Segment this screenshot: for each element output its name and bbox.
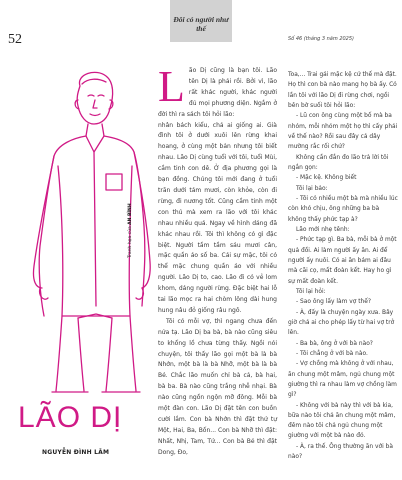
illustrator-name: AN BÌNH [128, 203, 133, 225]
paragraph: Lão mới nhẹ tênh: [296, 226, 350, 233]
paragraph: - À, đấy là chuyện ngày xưa. Bây giờ chả ai cho phép lấy từ hai vợ trở lên. [288, 309, 395, 337]
paragraph: - Phức tạp gì. Ba bà, mỗi bà ở một quả đồi. Ai làm người ấy ăn. Ai để người ấy nuôi. Có ai ăn bám ai đâu mà cãi cọ, mất đoàn kết. Hay ho gì sự mất đoàn kết. [288, 237, 397, 285]
paragraph: Không cần đắn đo lão trả lời tôi ngắn gọn: [288, 154, 389, 171]
paragraph: Tôi lại hỏi: [296, 288, 326, 295]
paragraph: - Tôi có nhiều một bà mà nhiều lúc còn khó chịu, ông những ba bà không thấy phức tạp à? [288, 195, 398, 223]
paragraph: - Sao ông lấy làm vợ thế? [296, 299, 371, 306]
article-column-right [288, 70, 398, 462]
page-number: 52 [8, 32, 22, 47]
paragraph: Toa,... Trai gái mặc kệ cứ thế mà đặt. Họ thì con bà nào mang họ bà ấy. Có lần tôi với lão Dị đi rừng chơi, ngồi bên bờ suối tôi hỏi lão: [288, 72, 397, 109]
illustration-credit-prefix: Tranh họa của [128, 224, 133, 258]
paragraph: nhân bách kiểu, chả ai giống ai. Già đình tôi ở dưới xuôi lên rừng khai hoang, ở cùng một bản nhưng tôi biết nhau. Lão Dị cùng tuổi với tôi, tuổi Mùi, cầm tinh con dê. Ở địa phương gọi là bạn đồng. Chúng tôi mới đang ở tuổi trăn dưới tám mươi, còn khỏe, còn đi rừng, đi nương tốt. Cũng cầm tinh một con thú mà xem ra lão với tôi khác nhau nhiều quá. Ngay về hình dáng đã khác nhau rồi. Tôi thì không có gì đặc biệt. Người tầm tầm sáu mươi cân, mặc quần áo số ba. Cái sự mặc, tôi có thể mặc chung quần áo với nhiều người. Lão Dị to, cao. Lão đi có vẻ lom khom, dáng người rừng. Đặc biệt hai lỗ tai lão mọc ra hai chòm lông dài hung hung nâu đỏ giống râu ngô. [158, 121, 277, 314]
paragraph: - Vợ chồng mà không ở với nhau, ăn chung một mâm, ngủ chung một giường thì ra nhau làm vợ chồng làm gì? [288, 361, 397, 399]
paragraph: ão Dị cũng là bạn tôi. Lão tên Dị là phải rồi. Bởi vì, lão rất khác người, khác người đủ mọi phương diện. Ngắm ở đời thì ra sách tôi hỏi lão: [158, 67, 277, 118]
paragraph: - À, ra thế. Ông thường ăn với bà nào? [288, 443, 393, 461]
man-illustration [18, 66, 158, 396]
section-tab: Đôi có người như thế [170, 0, 232, 42]
paragraph: - Mặc kệ. Không biết [296, 175, 357, 182]
paragraph: - Ba bà, ông ở với bà nào? [296, 340, 373, 347]
paragraph: Tôi lại bảo: [296, 185, 328, 192]
paragraph: - Không với bà này thì với bà kia, bữa nào tôi chả ăn chung một mâm, đêm nào tôi chả ngủ chung một giường với một bà nào đó. [288, 402, 396, 440]
article-column-middle [158, 62, 277, 459]
illustration-credit [128, 203, 133, 258]
author-name: NGUYỄN ĐÌNH LÂM [42, 449, 110, 456]
paragraph: - Lũ con ông cùng một bố mà ba nhóm, mỗi nhóm một họ thì cấy phải về thế nào? Rồi sau đây cả dây mường rắc rối chứ? [288, 113, 398, 151]
paragraph: - Tôi chẳng ở với bà nào. [296, 350, 368, 357]
story-title: LÃO DỊ [18, 401, 123, 434]
issue-info: Số 46 (tháng 3 năm 2025) [288, 36, 354, 42]
drop-cap: L [158, 62, 185, 111]
paragraph: Tôi có mỗi vợ, thì ngang chưa đến nửa tạ. Lão Dị ba bà, bà nào cũng siêu to khổng lồ chưa từng thấy. Ngồi nói chuyện, tôi thấy lão gọi một bà là bà Nhớn, một bà là bà Nhỡ, một bà là bà Bé. Chắc lão muốn chỉ bà cả, bà hai, bà ba. Bà nào cũng trắng nhễ nhại. Bà nào cũng ngồn ngộn mỡ đông. Mỗi bà một đàn con. Lão Dị đặt tên con buồn cười lắm. Con bà Nhớn thì đặt thứ tự Một, Hai, Ba, Bốn... Con bà Nhỡ thì đặt: Nhất, Nhị, Tam, Tứ... Con bà Bé thì đặt Dong, Ðo, [158, 317, 277, 456]
